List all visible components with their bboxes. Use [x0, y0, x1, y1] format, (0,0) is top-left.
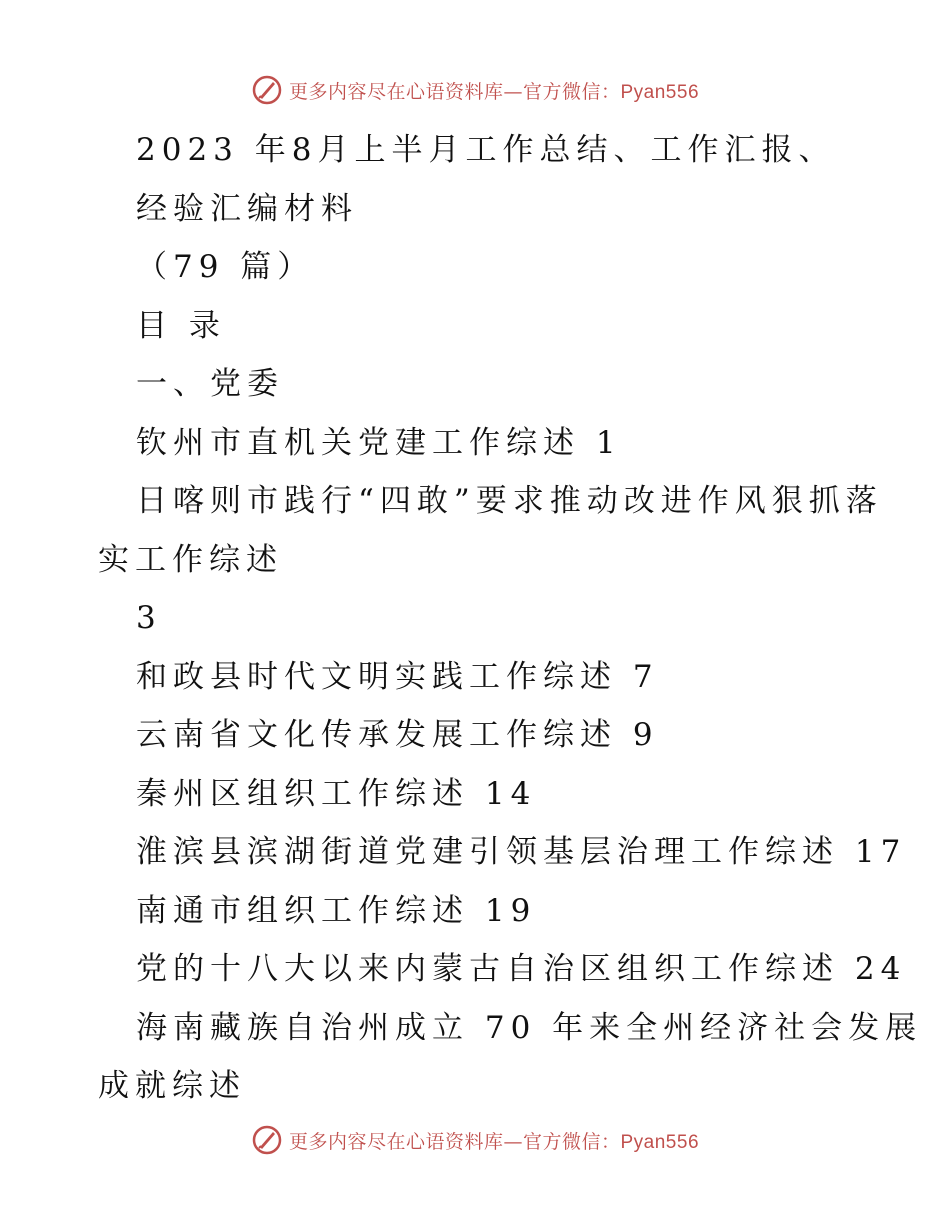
quill-seal-icon: [251, 74, 283, 106]
quill-seal-icon: [251, 1124, 283, 1156]
banner-text: [289, 77, 699, 104]
toc-entry-page: 3: [136, 600, 162, 636]
toc-entry-continuation: 实工作综述: [98, 541, 283, 578]
wechat-id: Pyan556: [620, 1131, 700, 1153]
section-heading: 一、党委: [136, 366, 284, 402]
doc-title-line-2: 经验汇编材料: [136, 190, 358, 227]
toc-heading: 目 录: [136, 307, 226, 344]
doc-count: （79 篇）: [136, 249, 315, 285]
footer-banner: [0, 1120, 950, 1160]
toc-entry: 和政县时代文明实践工作综述 7: [136, 658, 659, 695]
toc-entry: 云南省文化传承发展工作综述 9: [136, 717, 659, 753]
header-banner: [0, 70, 950, 110]
doc-title-line-1: 2023 年8月上半月工作总结、工作汇报、: [136, 132, 836, 168]
banner-text: [289, 1127, 699, 1154]
toc-entry: 海南藏族自治州成立 70 年来全州经济社会发展: [136, 1009, 923, 1046]
toc-entry: 日喀则市践行“四敢”要求推动改进作风狠抓落: [136, 483, 883, 519]
banner-label: 更多内容尽在心语资料库—官方微信：: [288, 1130, 621, 1153]
toc-entry-continuation: 成就综述: [98, 1068, 246, 1104]
toc-entry: 淮滨县滨湖街道党建引领基层治理工作综述 17: [136, 834, 907, 870]
wechat-id: Pyan556: [620, 81, 700, 103]
toc-entry: 钦州市直机关党建工作综述 1: [136, 424, 622, 461]
toc-entry: 秦州区组织工作综述 14: [136, 775, 537, 812]
toc-entry: 南通市组织工作综述 19: [136, 892, 537, 929]
banner-label: 更多内容尽在心语资料库—官方微信：: [288, 80, 621, 103]
document-body: [0, 121, 950, 1116]
toc-entry: 党的十八大以来内蒙古自治区组织工作综述 24: [136, 951, 907, 987]
